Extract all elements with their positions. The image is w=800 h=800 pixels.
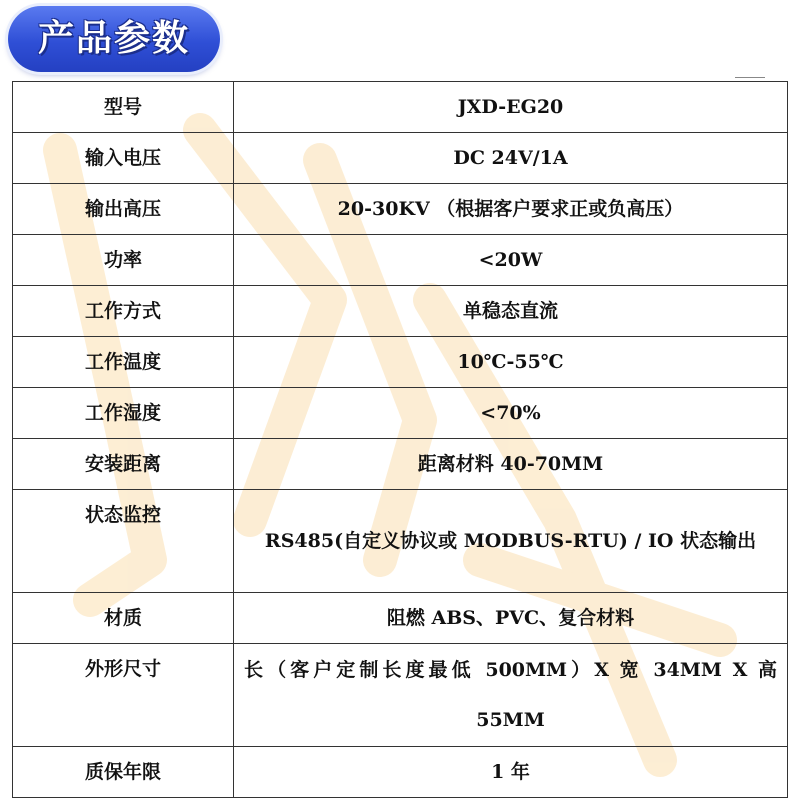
spec-value: 距离材料 40-70MM bbox=[234, 439, 788, 490]
table-row bbox=[13, 747, 788, 798]
table-row bbox=[13, 644, 788, 747]
table-row bbox=[13, 82, 788, 133]
spec-value: <70% bbox=[234, 388, 788, 439]
spec-table bbox=[12, 81, 788, 798]
table-row bbox=[13, 490, 788, 593]
table-row bbox=[13, 133, 788, 184]
spec-label: 功率 bbox=[13, 235, 234, 286]
table-row bbox=[13, 286, 788, 337]
spec-value: 1 年 bbox=[234, 747, 788, 798]
table-row bbox=[13, 593, 788, 644]
header-badge bbox=[8, 6, 220, 72]
spec-label: 输出高压 bbox=[13, 184, 234, 235]
spec-value: JXD-EG20 bbox=[234, 82, 788, 133]
spec-label: 型号 bbox=[13, 82, 234, 133]
table-row bbox=[13, 388, 788, 439]
spec-value: 10℃-55℃ bbox=[234, 337, 788, 388]
spec-value: DC 24V/1A bbox=[234, 133, 788, 184]
spec-label: 外形尺寸 bbox=[13, 644, 234, 747]
table-row bbox=[13, 337, 788, 388]
spec-value: 单稳态直流 bbox=[234, 286, 788, 337]
spec-label: 材质 bbox=[13, 593, 234, 644]
spec-label: 工作方式 bbox=[13, 286, 234, 337]
spec-label: 输入电压 bbox=[13, 133, 234, 184]
page-title: 产品参数 bbox=[37, 18, 190, 59]
spec-value: 长（客户定制长度最低 500MM）X 宽 34MM X 高 55MM bbox=[234, 644, 788, 747]
spec-label: 工作温度 bbox=[13, 337, 234, 388]
table-row bbox=[13, 184, 788, 235]
spec-value: 20-30KV （根据客户要求正或负高压） bbox=[234, 184, 788, 235]
table-row bbox=[13, 439, 788, 490]
spec-value: 阻燃 ABS、PVC、复合材料 bbox=[234, 593, 788, 644]
spec-label: 状态监控 bbox=[13, 490, 234, 593]
divider bbox=[735, 77, 765, 78]
spec-label: 安装距离 bbox=[13, 439, 234, 490]
spec-label: 质保年限 bbox=[13, 747, 234, 798]
table-row bbox=[13, 235, 788, 286]
spec-label: 工作湿度 bbox=[13, 388, 234, 439]
spec-value: <20W bbox=[234, 235, 788, 286]
spec-value: RS485(自定义协议或 MODBUS-RTU) / IO 状态输出 bbox=[234, 490, 788, 593]
